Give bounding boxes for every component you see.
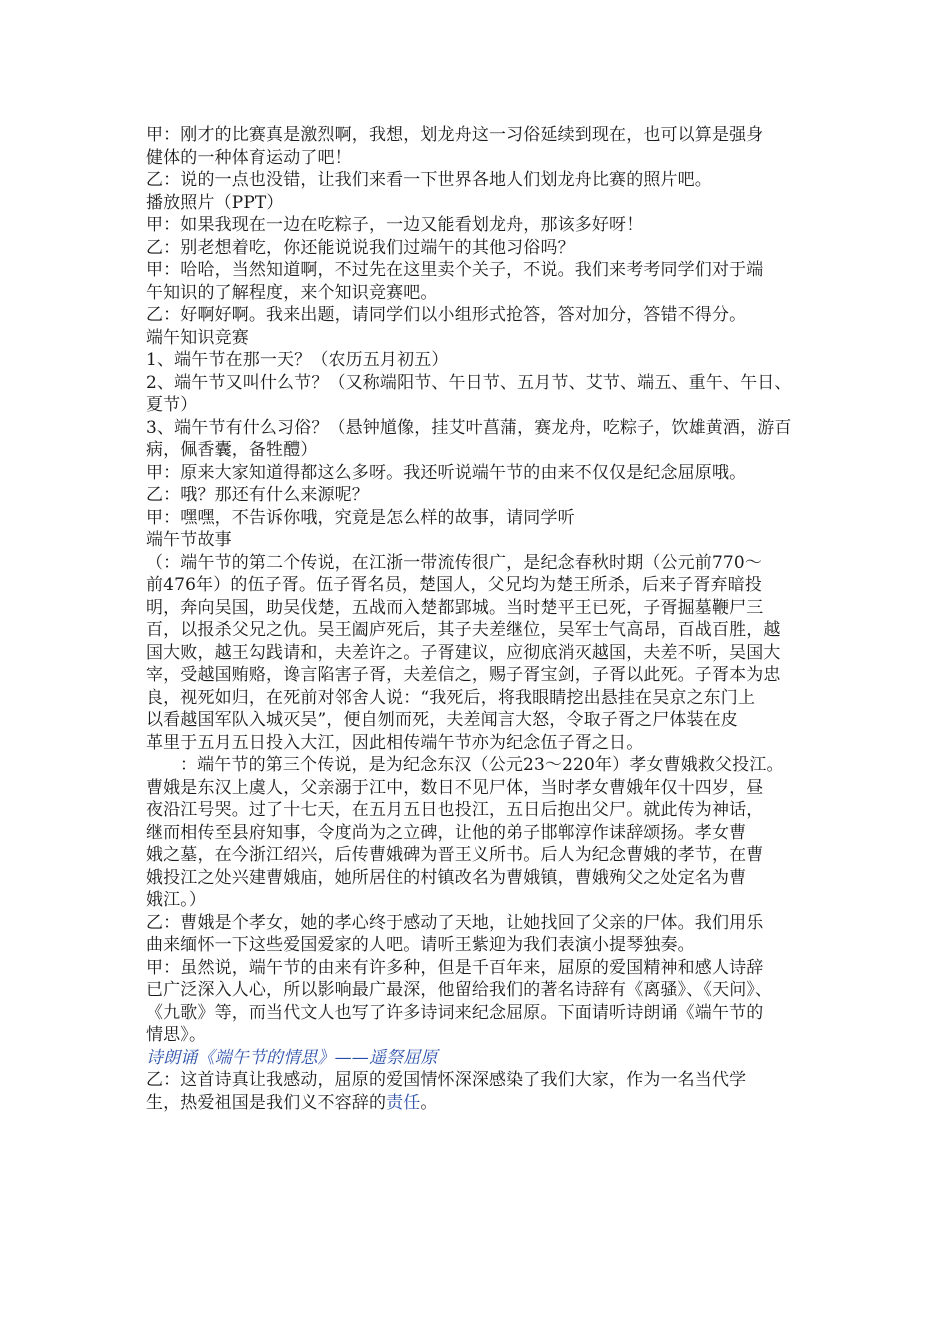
text-line: 播放照片（PPT） — [146, 192, 284, 213]
story-line: 前476年）的伍子胥。伍子胥名员，楚国人，父兄均为楚王所杀，后来子胥弃暗投 — [146, 575, 762, 595]
text-line: 甲：如果我现在一边在吃粽子，一边又能看划龙舟，那该多好呀！ — [146, 215, 644, 235]
quiz-question: 2、端午节又叫什么节？（又称端阳节、午日节、五月节、艾节、端五、重午、午日、 — [146, 372, 792, 393]
story-line: 娥江。） — [146, 890, 207, 910]
text-line: 情思》。 — [146, 1025, 207, 1045]
quiz-question: 1、端午节在那一天？（农历五月初五） — [146, 350, 449, 370]
story-line: 娥投江之处兴建曹娥庙，她所居住的村镇改名为曹娥镇，曹娥殉父之处定名为曹 — [146, 867, 747, 888]
text-line: 已广泛深入人心，所以影响最广最深，他留给我们的著名诗辞有《离骚》、《天问》、 — [146, 980, 773, 1000]
story-line: 宰，受越国贿赂，谗言陷害子胥，夫差信之，赐子胥宝剑，子胥以此死。子胥本为忠 — [146, 665, 781, 685]
story-line: 夜沿江号哭。过了十七天，在五月五日也投江，五日后抱出父尸。就此传为神话， — [146, 800, 764, 820]
poem-title: 诗朗诵《端午节的情思》——遥祭屈原 — [146, 1047, 438, 1068]
text-line: 甲：虽然说，端午节的由来有许多种，但是千百年来，屈原的爱国精神和感人诗辞 — [146, 957, 764, 978]
text-line: 曲来缅怀一下这些爱国爱家的人吧。请听王紫迎为我们表演小提琴独奏。 — [146, 935, 695, 955]
section-heading: 端午节故事 — [146, 530, 232, 550]
story-line: 革里于五月五日投入大江，因此相传端午节亦为纪念伍子胥之日。 — [146, 732, 644, 753]
story-line: 明，奔向吴国，助吴伐楚，五战而入楚都郢城。当时楚平王已死，子胥掘墓鞭尸三 — [146, 597, 764, 618]
story-line: 继而相传至县府知事，令度尚为之立碑，让他的弟子邯郸淳作诔辞颂扬。孝女曹 — [146, 822, 747, 843]
text-line: 健体的一种体育运动了吧！ — [146, 147, 352, 168]
story-line: 娥之墓，在今浙江绍兴，后传曹娥碑为晋王义所书。后人为纪念曹娥的孝节，在曹 — [146, 845, 764, 865]
text-line: 乙：好啊好啊。我来出题，请同学们以小组形式抢答，答对加分，答错不得分。 — [146, 305, 747, 325]
text-line: 甲：嘿嘿，不告诉你哦，究竟是怎么样的故事，请同学听 — [146, 507, 575, 528]
closing-prefix: 生，热爱祖国是我们义不容辞的 — [146, 1092, 387, 1113]
quiz-question-cont: 夏节） — [146, 395, 198, 415]
closing-suffix: 。 — [420, 1092, 438, 1113]
text-line: 乙：别老想着吃，你还能说说我们过端午的其他习俗吗？ — [146, 237, 575, 258]
text-line: 乙：这首诗真让我感动，屈原的爱国情怀深深感染了我们大家，作为一名当代学 — [146, 1070, 747, 1090]
section-heading: 端午知识竞赛 — [146, 327, 249, 348]
story-line: 国大败，越王勾践请和，夫差许之。子胥建议，应彻底消灭越国，夫差不听，吴国大 — [146, 642, 781, 663]
story-line: 百，以报杀父兄之仇。吴王阖庐死后，其子夫差继位，吴军士气高昂，百战百胜，越 — [146, 620, 781, 640]
story-line-indented: ：端午节的第三个传说，是为纪念东汉（公元23～220年）孝女曹娥救父投江。 — [180, 755, 784, 775]
story-line: 良，视死如归，在死前对邻舍人说：“我死后，将我眼睛挖出悬挂在吴京之东门上 — [146, 687, 756, 708]
closing-line — [146, 1092, 818, 1115]
text-line: 午知识的了解程度，来个知识竞赛吧。 — [146, 282, 438, 303]
text-line: 《九歌》等，而当代文人也写了许多诗词来纪念屈原。下面请听诗朗诵《端午节的 — [146, 1002, 764, 1023]
story-line: 曹娥是东汉上虞人，父亲溺于江中，数日不见尸体，当时孝女曹娥年仅十四岁，昼 — [146, 777, 764, 798]
text-line: 乙：说的一点也没错，让我们来看一下世界各地人们划龙舟比赛的照片吧。 — [146, 170, 712, 190]
text-line: 乙：哦？那还有什么来源呢？ — [146, 485, 369, 505]
quiz-question: 3、端午节有什么习俗？（悬钟馗像，挂艾叶菖蒲，赛龙舟，吃粽子，饮雄黄酒，游百 — [146, 417, 792, 438]
quiz-question-cont: 病，佩香囊，备牲醴） — [146, 440, 318, 460]
document-body — [146, 124, 818, 1114]
story-line: （：端午节的第二个传说，在江浙一带流传很广，是纪念春秋时期（公元前770～ — [146, 552, 762, 573]
text-line: 甲：哈哈，当然知道啊，不过先在这里卖个关子，不说。我们来考考同学们对于端 — [146, 260, 764, 280]
text-line: 甲：刚才的比赛真是激烈啊，我想，划龙舟这一习俗延续到现在，也可以算是强身 — [146, 125, 764, 145]
story-line: 以看越国军队入城灭吴”，便自刎而死，夫差闻言大怒，令取子胥之尸体装在皮 — [146, 710, 738, 730]
text-line: 甲：原来大家知道得都这么多呀。我还听说端午节的由来不仅仅是纪念屈原哦。 — [146, 462, 747, 483]
responsibility-link[interactable]: 责任 — [386, 1092, 421, 1113]
text-line: 乙：曹娥是个孝女，她的孝心终于感动了天地，让她找回了父亲的尸体。我们用乐 — [146, 912, 764, 933]
